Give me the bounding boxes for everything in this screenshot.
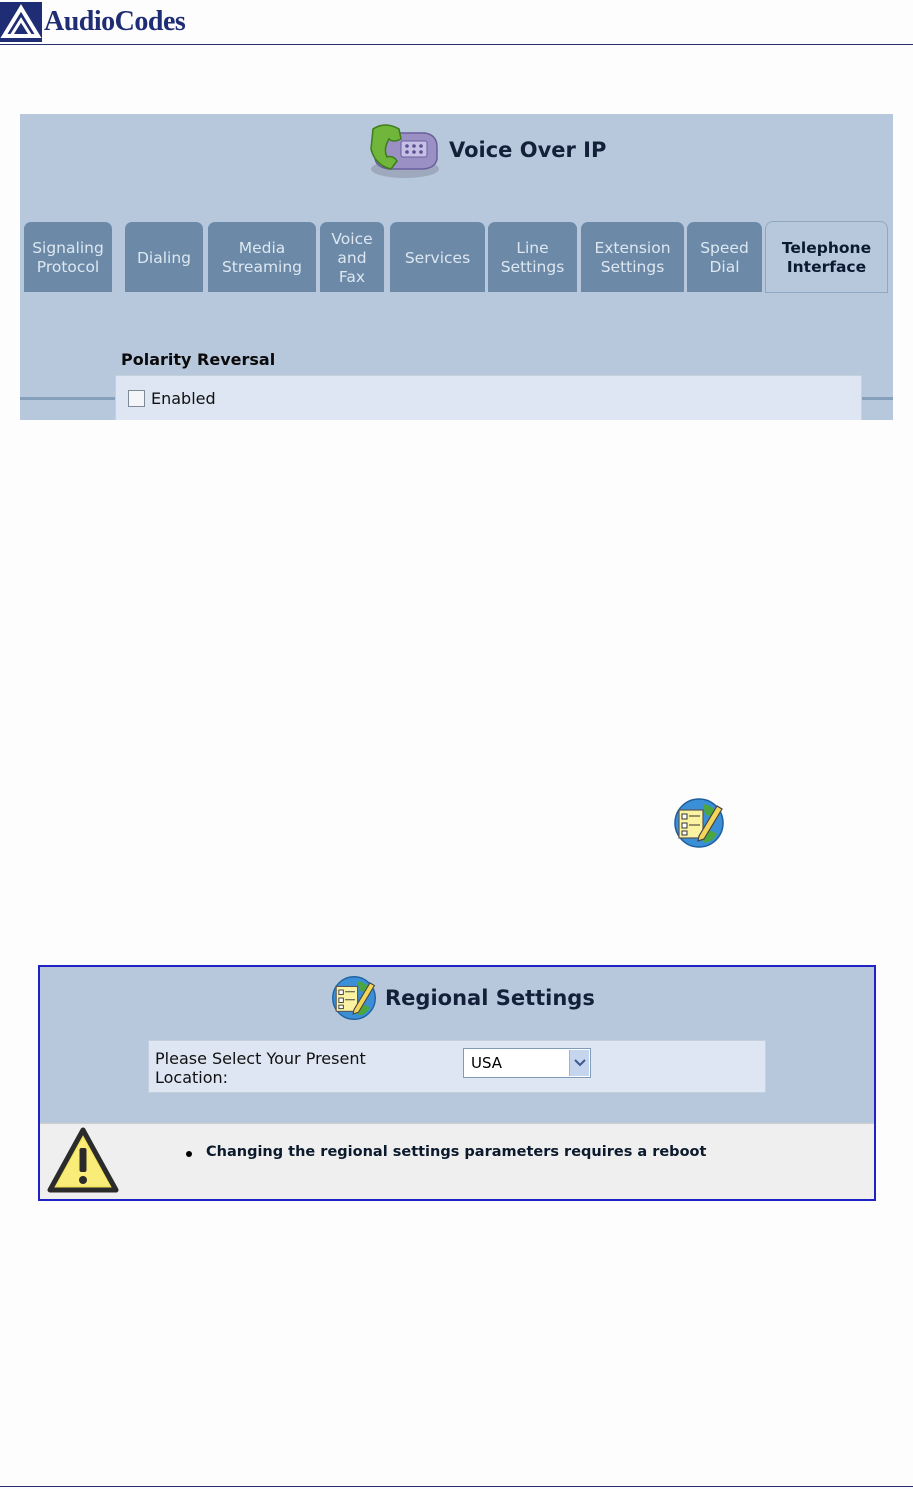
voip-title xyxy=(365,120,606,180)
regional-settings-panel xyxy=(38,965,876,1201)
tab-voice-and-fax[interactable]: Voice and Fax xyxy=(320,222,384,292)
polarity-reversal-heading: Polarity Reversal xyxy=(121,350,276,369)
tab-signaling-protocol[interactable]: Signaling Protocol xyxy=(24,222,112,292)
regional-title-text: Regional Settings xyxy=(385,986,595,1010)
tab-dialing[interactable]: Dialing xyxy=(125,222,203,292)
logo-text: AudioCodes xyxy=(44,6,186,37)
location-label: Please Select Your Present Location: xyxy=(155,1049,366,1087)
enabled-checkbox[interactable] xyxy=(128,390,145,407)
location-select-value: USA xyxy=(471,1054,503,1072)
tab-services[interactable]: Services xyxy=(390,222,485,292)
polarity-reversal-box xyxy=(115,375,862,420)
warning-bullet xyxy=(186,1151,192,1157)
enabled-label: Enabled xyxy=(151,388,216,408)
voip-title-text: Voice Over IP xyxy=(449,138,607,162)
chevron-down-icon[interactable] xyxy=(569,1050,589,1076)
tab-extension-settings[interactable]: Extension Settings xyxy=(581,222,684,292)
audiocodes-logo-icon xyxy=(0,2,42,42)
tab-line-settings[interactable]: Line Settings xyxy=(488,222,577,292)
voip-tab-bar xyxy=(20,222,893,292)
tab-speed-dial[interactable]: Speed Dial xyxy=(687,222,762,292)
globe-checklist-icon xyxy=(671,796,727,850)
location-row xyxy=(148,1040,766,1093)
warning-text: Changing the regional settings parameters requires a reboot xyxy=(206,1144,707,1160)
reboot-warning xyxy=(40,1123,874,1199)
regional-title xyxy=(328,975,595,1021)
location-select[interactable] xyxy=(463,1048,591,1078)
header-divider xyxy=(0,44,913,45)
warning-triangle-icon xyxy=(46,1124,120,1198)
phone-icon xyxy=(365,119,443,181)
footer-divider xyxy=(0,1486,913,1487)
tab-media-streaming[interactable]: Media Streaming xyxy=(208,222,316,292)
tab-telephone-interface[interactable]: Telephone Interface xyxy=(766,222,887,292)
audiocodes-logo xyxy=(0,0,185,44)
voip-panel xyxy=(20,114,893,420)
globe-checklist-icon xyxy=(328,974,380,1022)
